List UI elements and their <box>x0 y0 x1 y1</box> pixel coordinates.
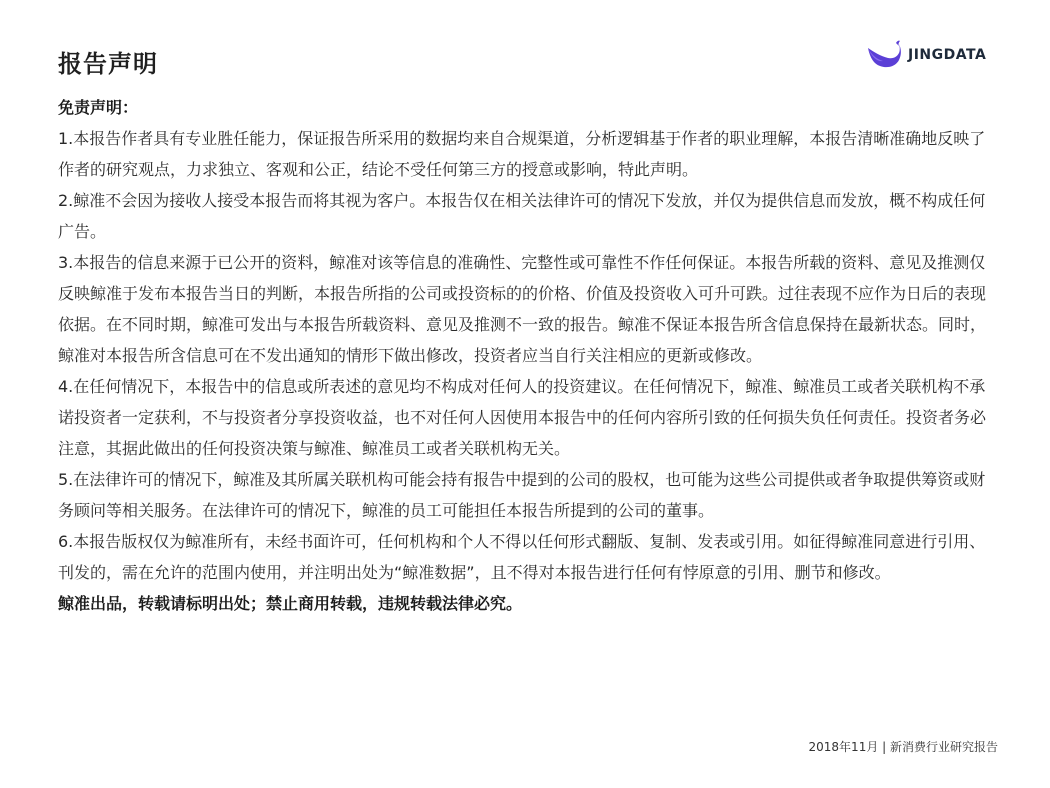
disclaimer-paragraph-3: 3.本报告的信息来源于已公开的资料，鲸准对该等信息的准确性、完整性或可靠性不作任何保证。本报告所载的资料、意见及推测仅反映鲸准于发布本报告当日的判断，本报告所指的公司或投资标的的价格、价值及投资收入可升可跌。过往表现不应作为日后的表现依据。在不同时期，鲸准可发出与本报告所载资料、意见及推测不一致的报告。鲸准不保证本报告所含信息保持在最新状态。同时，鲸准对本报告所含信息可在不发出通知的情形下做出修改，投资者应当自行关注相应的更新或修改。 <box>58 253 987 365</box>
logo-text: JINGDATA <box>908 47 987 63</box>
disclaimer-paragraph-5: 5.在法律许可的情况下，鲸准及其所属关联机构可能会持有报告中提到的公司的股权，也可能为这些公司提供或者争取提供筹资或财务顾问等相关服务。在法律许可的情况下，鲸准的员工可能担任本报告所提到的公司的董事。 <box>58 470 986 520</box>
page-footer: 2018年11月 | 新消费行业研究报告 <box>808 740 998 754</box>
closing-statement: 鲸准出品，转载请标明出处；禁止商用转载，违规转载法律必究。 <box>58 594 523 613</box>
disclaimer-paragraph-6: 6.本报告版权仅为鲸准所有，未经书面许可，任何机构和个人不得以任何形式翻版、复制、发表或引用。如征得鲸准同意进行引用、刊发的，需在允许的范围内使用，并注明出处为“鲸准数据”，且不得对本报告进行任何有悖原意的引用、删节和修改。 <box>58 532 986 582</box>
disclaimer-paragraph-4: 4.在任何情况下，本报告中的信息或所表述的意见均不构成对任何人的投资建议。在任何情况下，鲸准、鲸准员工或者关联机构不承诺投资者一定获利，不与投资者分享投资收益，也不对任何人因使用本报告中的任何内容所引致的任何损失负任何责任。投资者务必注意，其据此做出的任何投资决策与鲸准、鲸准员工或者关联机构无关。 <box>58 377 987 458</box>
disclaimer-paragraph-1: 1.本报告作者具有专业胜任能力，保证报告所采用的数据均来自合规渠道，分析逻辑基于作者的职业理解，本报告清晰准确地反映了作者的研究观点，力求独立、客观和公正，结论不受任何第三方的授意或影响，特此声明。 <box>58 129 986 179</box>
disclaimer-paragraph-2: 2.鲸准不会因为接收人接受本报告而将其视为客户。本报告仅在相关法律许可的情况下发放，并仅为提供信息而发放，概不构成任何广告。 <box>58 191 986 241</box>
disclaimer-heading: 免责声明： <box>58 98 139 117</box>
page-title: 报告声明 <box>58 50 158 78</box>
whale-icon <box>866 40 902 70</box>
jingdata-logo <box>866 40 986 70</box>
disclaimer-body <box>58 92 1000 619</box>
